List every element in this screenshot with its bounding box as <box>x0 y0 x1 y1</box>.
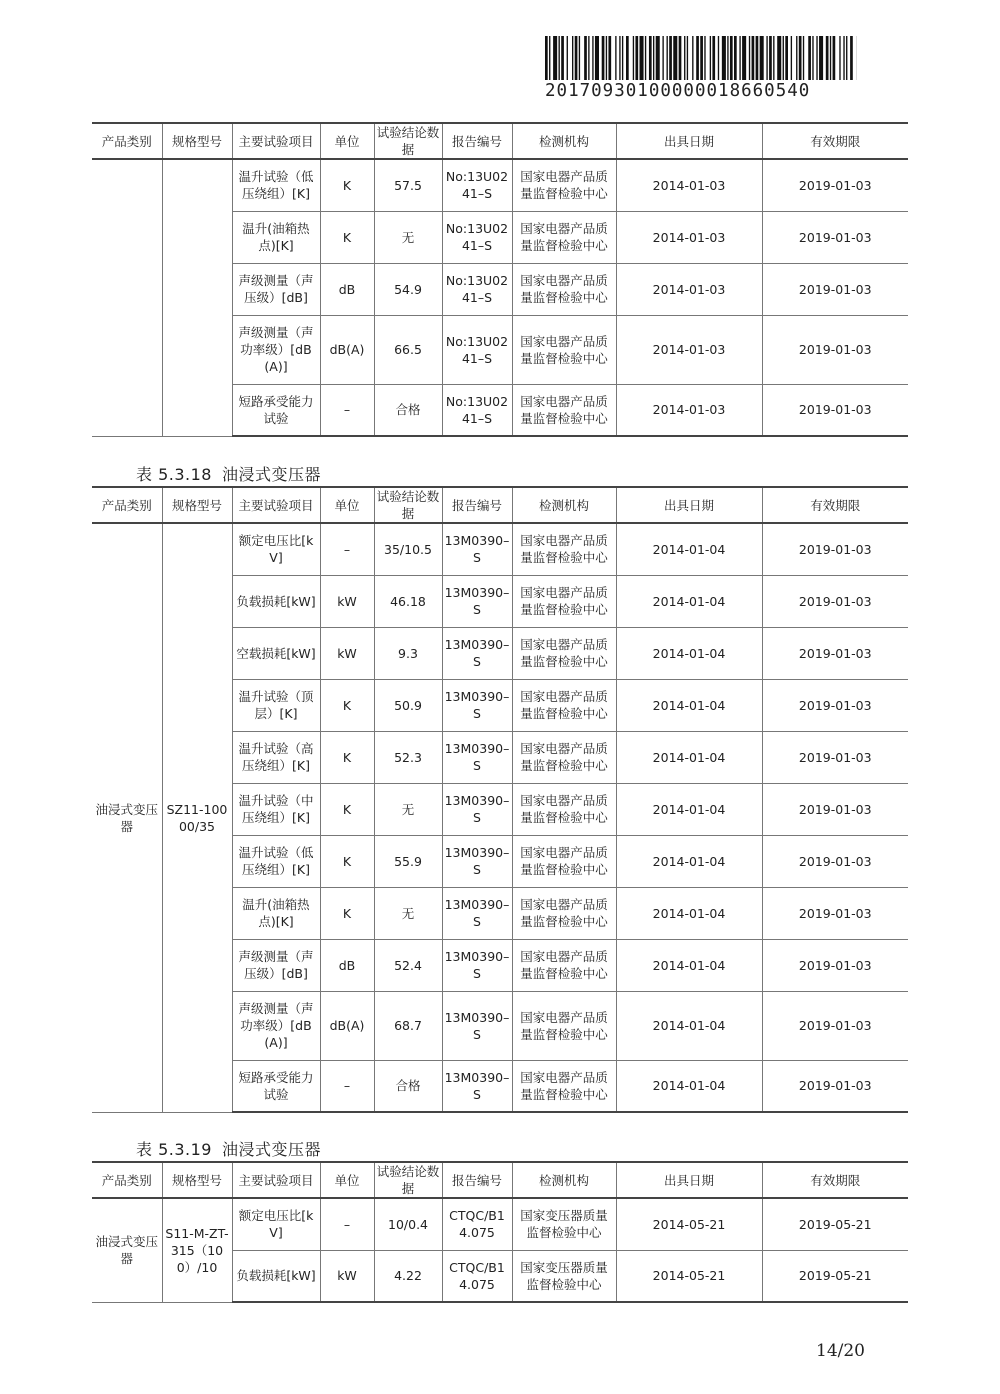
column-header: 规格型号 <box>162 487 232 523</box>
test-item-cell: 温升试验（低压绕组）[K] <box>232 835 320 887</box>
column-header: 报告编号 <box>442 123 512 159</box>
report-number-cell: CTQC/B14.075 <box>442 1198 512 1250</box>
issue-date-cell: 2014-01-03 <box>616 315 762 384</box>
table-caption-5-3-18 <box>136 462 321 485</box>
valid-until-cell: 2019-01-03 <box>762 315 908 384</box>
model-cell: SZ11-10000/35 <box>162 523 232 1112</box>
barcode <box>545 36 857 101</box>
product-category-cell: 油浸式变压器 <box>92 523 162 1112</box>
testing-agency-cell: 国家变压器质量监督检验中心 <box>512 1198 616 1250</box>
column-header: 报告编号 <box>442 1162 512 1198</box>
unit-cell: – <box>320 523 374 575</box>
table-caption-5-3-19 <box>136 1137 321 1160</box>
issue-date-cell: 2014-01-04 <box>616 991 762 1060</box>
valid-until-cell: 2019-01-03 <box>762 1060 908 1112</box>
report-number-cell: No:13U0241–S <box>442 159 512 211</box>
column-header: 有效期限 <box>762 123 908 159</box>
issue-date-cell: 2014-05-21 <box>616 1198 762 1250</box>
result-cell: 52.4 <box>374 939 442 991</box>
testing-agency-cell: 国家电器产品质量监督检验中心 <box>512 315 616 384</box>
testing-agency-cell: 国家变压器质量监督检验中心 <box>512 1250 616 1302</box>
result-cell: 57.5 <box>374 159 442 211</box>
header-row <box>92 1162 908 1198</box>
testing-agency-cell: 国家电器产品质量监督检验中心 <box>512 575 616 627</box>
column-header: 单位 <box>320 487 374 523</box>
valid-until-cell: 2019-01-03 <box>762 731 908 783</box>
valid-until-cell: 2019-01-03 <box>762 384 908 436</box>
report-number-cell: CTQC/B14.075 <box>442 1250 512 1302</box>
testing-agency-cell: 国家电器产品质量监督检验中心 <box>512 731 616 783</box>
test-item-cell: 声级测量（声功率级）[dB(A)] <box>232 315 320 384</box>
valid-until-cell: 2019-05-21 <box>762 1198 908 1250</box>
result-cell: 50.9 <box>374 679 442 731</box>
testing-agency-cell: 国家电器产品质量监督检验中心 <box>512 835 616 887</box>
result-cell: 52.3 <box>374 731 442 783</box>
test-item-cell: 温升试验（中压绕组）[K] <box>232 783 320 835</box>
report-number-cell: No:13U0241–S <box>442 315 512 384</box>
header-row <box>92 123 908 159</box>
test-item-cell: 温升(油箱热点)[K] <box>232 887 320 939</box>
issue-date-cell: 2014-05-21 <box>616 1250 762 1302</box>
issue-date-cell: 2014-01-04 <box>616 679 762 731</box>
report-number-cell: 13M0390–S <box>442 1060 512 1112</box>
table-row <box>92 523 908 575</box>
test-item-cell: 额定电压比[kV] <box>232 1198 320 1250</box>
product-category-cell: 油浸式变压器 <box>92 1198 162 1302</box>
issue-date-cell: 2014-01-03 <box>616 263 762 315</box>
model-cell: S11-M-ZT-315（100）/10 <box>162 1198 232 1302</box>
report-number-cell: 13M0390–S <box>442 939 512 991</box>
testing-agency-cell: 国家电器产品质量监督检验中心 <box>512 887 616 939</box>
barcode-image <box>545 36 857 80</box>
report-number-cell: 13M0390–S <box>442 835 512 887</box>
issue-date-cell: 2014-01-04 <box>616 887 762 939</box>
valid-until-cell: 2019-01-03 <box>762 575 908 627</box>
barcode-number: 20170930100000018660540 <box>545 81 811 101</box>
result-cell: 无 <box>374 783 442 835</box>
result-cell: 10/0.4 <box>374 1198 442 1250</box>
valid-until-cell: 2019-01-03 <box>762 679 908 731</box>
report-number-cell: 13M0390–S <box>442 731 512 783</box>
test-item-cell: 声级测量（声压级）[dB] <box>232 939 320 991</box>
column-header: 试验结论数据 <box>374 123 442 159</box>
valid-until-cell: 2019-01-03 <box>762 835 908 887</box>
caption-title: 油浸式变压器 <box>221 1140 321 1159</box>
test-item-cell: 温升(油箱热点)[K] <box>232 211 320 263</box>
report-number-cell: 13M0390–S <box>442 523 512 575</box>
test-results-table-continued <box>92 122 908 437</box>
caption-title: 油浸式变压器 <box>221 465 321 484</box>
unit-cell: kW <box>320 627 374 679</box>
issue-date-cell: 2014-01-03 <box>616 384 762 436</box>
column-header: 主要试验项目 <box>232 1162 320 1198</box>
column-header: 出具日期 <box>616 123 762 159</box>
unit-cell: K <box>320 211 374 263</box>
valid-until-cell: 2019-01-03 <box>762 783 908 835</box>
issue-date-cell: 2014-01-03 <box>616 159 762 211</box>
valid-until-cell: 2019-01-03 <box>762 263 908 315</box>
column-header: 单位 <box>320 123 374 159</box>
issue-date-cell: 2014-01-04 <box>616 523 762 575</box>
test-item-cell: 负载损耗[kW] <box>232 575 320 627</box>
test-item-cell: 短路承受能力试验 <box>232 384 320 436</box>
issue-date-cell: 2014-01-04 <box>616 1060 762 1112</box>
unit-cell: K <box>320 887 374 939</box>
unit-cell: kW <box>320 1250 374 1302</box>
result-cell: 合格 <box>374 1060 442 1112</box>
testing-agency-cell: 国家电器产品质量监督检验中心 <box>512 627 616 679</box>
result-cell: 4.22 <box>374 1250 442 1302</box>
result-cell: 46.18 <box>374 575 442 627</box>
unit-cell: dB <box>320 263 374 315</box>
model-cell <box>162 159 232 436</box>
caption-number: 表 5.3.18 <box>136 465 212 484</box>
column-header: 有效期限 <box>762 1162 908 1198</box>
issue-date-cell: 2014-01-04 <box>616 627 762 679</box>
issue-date-cell: 2014-01-04 <box>616 939 762 991</box>
report-number-cell: 13M0390–S <box>442 627 512 679</box>
report-number-cell: 13M0390–S <box>442 575 512 627</box>
valid-until-cell: 2019-05-21 <box>762 1250 908 1302</box>
test-item-cell: 短路承受能力试验 <box>232 1060 320 1112</box>
column-header: 有效期限 <box>762 487 908 523</box>
valid-until-cell: 2019-01-03 <box>762 939 908 991</box>
testing-agency-cell: 国家电器产品质量监督检验中心 <box>512 1060 616 1112</box>
valid-until-cell: 2019-01-03 <box>762 991 908 1060</box>
result-cell: 9.3 <box>374 627 442 679</box>
report-number-cell: No:13U0241–S <box>442 211 512 263</box>
column-header: 产品类别 <box>92 1162 162 1198</box>
result-cell: 66.5 <box>374 315 442 384</box>
column-header: 报告编号 <box>442 487 512 523</box>
testing-agency-cell: 国家电器产品质量监督检验中心 <box>512 159 616 211</box>
report-number-cell: 13M0390–S <box>442 991 512 1060</box>
test-item-cell: 温升试验（高压绕组）[K] <box>232 731 320 783</box>
column-header: 主要试验项目 <box>232 487 320 523</box>
testing-agency-cell: 国家电器产品质量监督检验中心 <box>512 991 616 1060</box>
issue-date-cell: 2014-01-04 <box>616 783 762 835</box>
column-header: 出具日期 <box>616 1162 762 1198</box>
issue-date-cell: 2014-01-04 <box>616 575 762 627</box>
product-category-cell <box>92 159 162 436</box>
column-header: 试验结论数据 <box>374 487 442 523</box>
column-header: 出具日期 <box>616 487 762 523</box>
result-cell: 54.9 <box>374 263 442 315</box>
column-header: 规格型号 <box>162 1162 232 1198</box>
unit-cell: – <box>320 384 374 436</box>
column-header: 单位 <box>320 1162 374 1198</box>
unit-cell: K <box>320 731 374 783</box>
test-item-cell: 空载损耗[kW] <box>232 627 320 679</box>
issue-date-cell: 2014-01-03 <box>616 211 762 263</box>
report-number-cell: 13M0390–S <box>442 783 512 835</box>
unit-cell: – <box>320 1198 374 1250</box>
column-header: 产品类别 <box>92 123 162 159</box>
test-item-cell: 温升试验（低压绕组）[K] <box>232 159 320 211</box>
testing-agency-cell: 国家电器产品质量监督检验中心 <box>512 783 616 835</box>
column-header: 检测机构 <box>512 1162 616 1198</box>
column-header: 检测机构 <box>512 123 616 159</box>
valid-until-cell: 2019-01-03 <box>762 523 908 575</box>
valid-until-cell: 2019-01-03 <box>762 887 908 939</box>
result-cell: 无 <box>374 887 442 939</box>
issue-date-cell: 2014-01-04 <box>616 835 762 887</box>
result-cell: 合格 <box>374 384 442 436</box>
valid-until-cell: 2019-01-03 <box>762 211 908 263</box>
column-header: 产品类别 <box>92 487 162 523</box>
result-cell: 35/10.5 <box>374 523 442 575</box>
unit-cell: K <box>320 835 374 887</box>
result-cell: 55.9 <box>374 835 442 887</box>
unit-cell: dB(A) <box>320 315 374 384</box>
testing-agency-cell: 国家电器产品质量监督检验中心 <box>512 384 616 436</box>
testing-agency-cell: 国家电器产品质量监督检验中心 <box>512 679 616 731</box>
report-number-cell: No:13U0241–S <box>442 263 512 315</box>
valid-until-cell: 2019-01-03 <box>762 627 908 679</box>
test-results-table-5-3-18 <box>92 486 908 1113</box>
test-item-cell: 额定电压比[kV] <box>232 523 320 575</box>
unit-cell: K <box>320 783 374 835</box>
valid-until-cell: 2019-01-03 <box>762 159 908 211</box>
column-header: 主要试验项目 <box>232 123 320 159</box>
testing-agency-cell: 国家电器产品质量监督检验中心 <box>512 263 616 315</box>
test-item-cell: 温升试验（顶层）[K] <box>232 679 320 731</box>
unit-cell: dB(A) <box>320 991 374 1060</box>
result-cell: 无 <box>374 211 442 263</box>
table-row <box>92 1198 908 1250</box>
unit-cell: dB <box>320 939 374 991</box>
unit-cell: – <box>320 1060 374 1112</box>
unit-cell: K <box>320 159 374 211</box>
unit-cell: kW <box>320 575 374 627</box>
test-item-cell: 声级测量（声功率级）[dB(A)] <box>232 991 320 1060</box>
issue-date-cell: 2014-01-04 <box>616 731 762 783</box>
column-header: 规格型号 <box>162 123 232 159</box>
column-header: 试验结论数据 <box>374 1162 442 1198</box>
unit-cell: K <box>320 679 374 731</box>
column-header: 检测机构 <box>512 487 616 523</box>
test-results-table-5-3-19 <box>92 1161 908 1303</box>
testing-agency-cell: 国家电器产品质量监督检验中心 <box>512 211 616 263</box>
report-number-cell: No:13U0241–S <box>442 384 512 436</box>
table-row <box>92 159 908 211</box>
test-item-cell: 声级测量（声压级）[dB] <box>232 263 320 315</box>
header-row <box>92 487 908 523</box>
caption-number: 表 5.3.19 <box>136 1140 212 1159</box>
test-item-cell: 负载损耗[kW] <box>232 1250 320 1302</box>
testing-agency-cell: 国家电器产品质量监督检验中心 <box>512 939 616 991</box>
report-number-cell: 13M0390–S <box>442 887 512 939</box>
report-number-cell: 13M0390–S <box>442 679 512 731</box>
page-number: 14/20 <box>816 1341 865 1361</box>
result-cell: 68.7 <box>374 991 442 1060</box>
testing-agency-cell: 国家电器产品质量监督检验中心 <box>512 523 616 575</box>
